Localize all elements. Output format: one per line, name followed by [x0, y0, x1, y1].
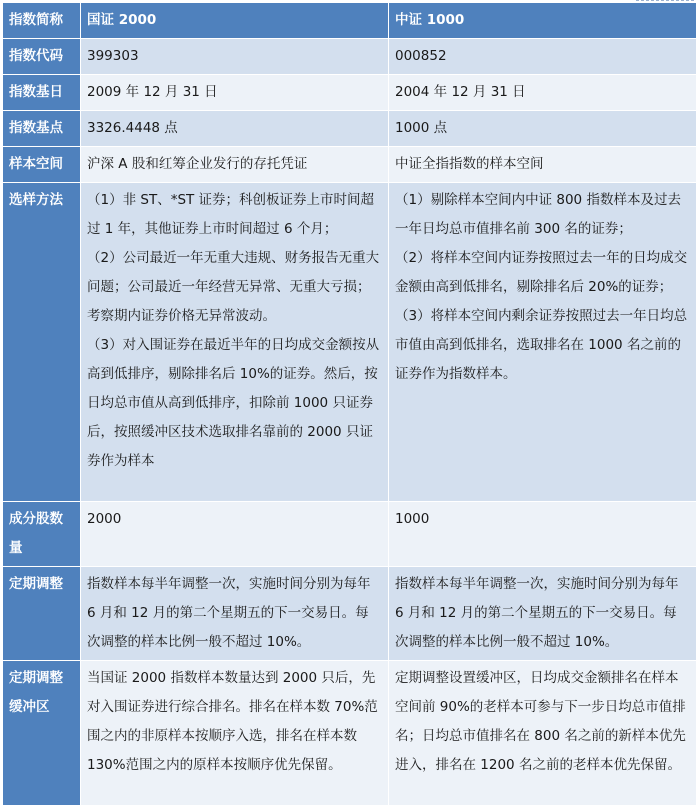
header-guozheng-2000: 国证 2000 — [81, 3, 389, 39]
row-label: 定期调整 — [3, 567, 81, 661]
cell-paragraph: 沪深 A 股和红筹企业发行的存托凭证 — [87, 156, 308, 172]
guozheng-2000-cell — [81, 39, 389, 75]
cell-paragraph: 000852 — [395, 48, 447, 64]
zhongzheng-1000-cell — [389, 111, 697, 147]
table-row — [3, 183, 697, 502]
table-row — [3, 502, 697, 567]
table-row — [3, 147, 697, 183]
guozheng-2000-cell — [81, 661, 389, 806]
row-label: 定期调整缓冲区 — [3, 661, 81, 806]
cell-paragraph: 当国证 2000 指数样本数量达到 2000 只后，先对入围证券进行综合排名。排名在样本数 70%范围之内的非原样本按顺序入选，排名在样本数 130%范围之内的原样本按顺序优先保留。 — [87, 670, 378, 773]
zhongzheng-1000-cell — [389, 183, 697, 502]
row-label: 成分股数量 — [3, 502, 81, 567]
cell-paragraph: 中证全指指数的样本空间 — [395, 156, 544, 172]
cell-paragraph: 1000 — [395, 511, 430, 527]
table-row — [3, 75, 697, 111]
zhongzheng-1000-cell — [389, 147, 697, 183]
guozheng-2000-cell — [81, 147, 389, 183]
guozheng-2000-cell — [81, 567, 389, 661]
table-row — [3, 39, 697, 75]
row-label: 样本空间 — [3, 147, 81, 183]
table-row — [3, 567, 697, 661]
zhongzheng-1000-cell — [389, 39, 697, 75]
guozheng-2000-cell — [81, 75, 389, 111]
header-row — [3, 3, 697, 39]
table-row — [3, 111, 697, 147]
index-comparison-table — [2, 2, 697, 806]
header-label: 指数简称 — [3, 3, 81, 39]
cell-paragraph: 定期调整设置缓冲区，日均成交金额排名在样本空间前 90%的老样本可参与下一步日均总市值排名；日均总市值排名在 800 名之前的新样本优先进入，排名在 1200 名之前的老样本优先保留。 — [395, 670, 686, 773]
guozheng-2000-cell — [81, 502, 389, 567]
cell-paragraph: （2）公司最近一年无重大违规、财务报告无重大问题；公司最近一年经营无异常、无重大亏损；考察期内证券价格无异常波动。 — [87, 250, 380, 324]
cell-paragraph: （3）将样本空间内剩余证券按照过去一年日均总市值由高到低排名，选取排名在 1000 名之前的证券作为指数样本。 — [395, 308, 688, 382]
zhongzheng-1000-cell — [389, 75, 697, 111]
guozheng-2000-cell — [81, 111, 389, 147]
zhongzheng-1000-cell — [389, 502, 697, 567]
guozheng-2000-cell — [81, 183, 389, 502]
cell-paragraph: 指数样本每半年调整一次，实施时间分别为每年 6 月和 12 月的第二个星期五的下一交易日。每次调整的样本比例一般不超过 10%。 — [395, 576, 679, 650]
row-label: 选样方法 — [3, 183, 81, 502]
cell-paragraph: 2004 年 12 月 31 日 — [395, 84, 526, 100]
header-zhongzheng-1000: 中证 1000 — [389, 3, 697, 39]
row-label: 指数基点 — [3, 111, 81, 147]
cell-paragraph: 399303 — [87, 48, 139, 64]
table-row — [3, 661, 697, 806]
cell-paragraph: （2）将样本空间内证券按照过去一年的日均成交金额由高到低排名，剔除排名后 20%的证券； — [395, 250, 688, 295]
row-label: 指数基日 — [3, 75, 81, 111]
cell-paragraph: （3）对入围证券在最近半年的日均成交金额按从高到低排序，剔除排名后 10%的证券。然后，按日均总市值从高到低排序，扣除前 1000 只证券后，按照缓冲区技术选取排名靠前的 2000 只证券作为样本 — [87, 337, 380, 469]
cell-paragraph: 3326.4448 点 — [87, 120, 178, 136]
cell-paragraph: 1000 点 — [395, 120, 448, 136]
cell-paragraph: 2009 年 12 月 31 日 — [87, 84, 218, 100]
cell-paragraph: 指数样本每半年调整一次，实施时间分别为每年 6 月和 12 月的第二个星期五的下一交易日。每次调整的样本比例一般不超过 10%。 — [87, 576, 371, 650]
cell-paragraph: （1）非 ST、*ST 证券；科创板证券上市时间超过 1 年，其他证券上市时间超过 6 个月； — [87, 192, 375, 237]
row-label: 指数代码 — [3, 39, 81, 75]
cell-paragraph: 2000 — [87, 511, 122, 527]
zhongzheng-1000-cell — [389, 661, 697, 806]
cell-paragraph: （1）剔除样本空间内中证 800 指数样本及过去一年日均总市值排名前 300 名的证券； — [395, 192, 681, 237]
zhongzheng-1000-cell — [389, 567, 697, 661]
